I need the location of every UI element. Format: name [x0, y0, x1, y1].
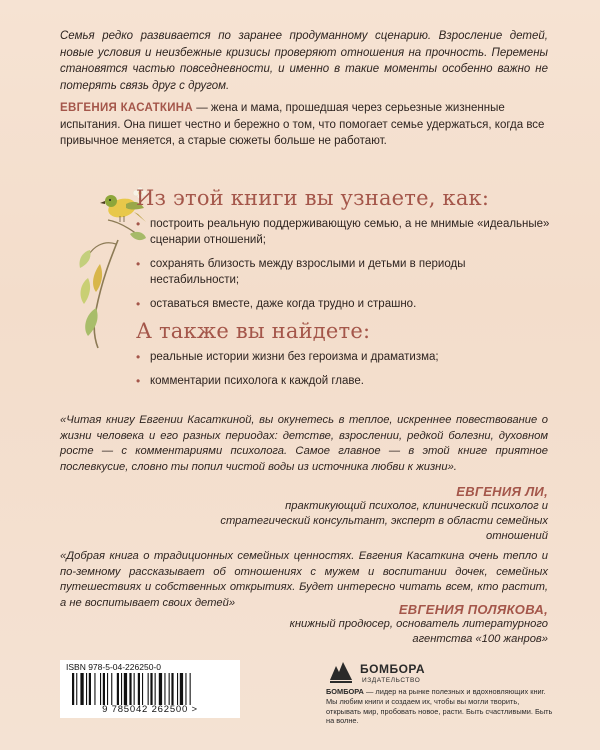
review-quote-2: «Добрая книга о традиционных семейных ценностях. Евгения Касаткина очень тепло и по-земному рассказывает об отношениях с мужем и воспитании дочек, семейных путешествиях и собственных открытиях. Будет интересно читать всем, кто растит, а не воспитывает своих детей» [60, 550, 548, 609]
review-author-1: ЕВГЕНИЯ ЛИ, [456, 484, 548, 499]
author-bio-text: — жена и мама, прошедшая через серьезные жизненные испытания. Она пишет честно и бережно о том, что помогает семье удержаться, когда все привычное меняется, а старые сюжеты больше не работают. [60, 102, 545, 147]
section1-title: Из этой книги вы узнаете, как: [136, 186, 490, 210]
publisher-description [326, 687, 556, 726]
isbn: ISBN 978-5-04-226250-0 [66, 662, 161, 672]
publisher-desc-bold: БОМБОРА [326, 687, 364, 696]
list-item: • построить реальную поддерживающую семью, а не мнимые «идеальные» сценарии отношений; [136, 216, 556, 248]
review-author-1-role: практикующий психолог, клинический психолог и стратегический консультант, эксперт в области семейных отношений [220, 500, 548, 542]
section2-title: А также вы найдете: [136, 319, 371, 343]
publisher-logo-icon [326, 656, 356, 686]
list-item: • реальные истории жизни без героизма и драматизма; [136, 349, 556, 365]
list-item: • оставаться вместе, даже когда трудно и страшно. [136, 296, 556, 312]
author-name: ЕВГЕНИЯ КАСАТКИНА [60, 102, 194, 114]
publisher-subtitle: ИЗДАТЕЛЬСТВО [362, 677, 421, 684]
section1-list [136, 216, 556, 320]
author-bio [60, 100, 548, 150]
review-author-2: ЕВГЕНИЯ ПОЛЯКОВА, [398, 602, 548, 617]
review-quote-1: «Читая книгу Евгении Касаткиной, вы окунетесь в теплое, искреннее повествование о жизни человека и его разных периодах: детстве, взрослении, редкой болезни, духовном росте — с комментариями психолога. Самое главное — в этой книге приятное послевкусие, словно ты попил чистой воды из источника любви к жизни». [60, 414, 548, 473]
list-item: • комментарии психолога к каждой главе. [136, 373, 556, 389]
review-author-2-role: книжный продюсер, основатель литературного агентства «100 жанров» [289, 618, 548, 645]
barcode-digits: 9 785042 262500 > [102, 704, 198, 715]
publisher-desc-text: — лидер на рынке полезных и вдохновляющих книг. Мы любим книги и создаем их, чтобы вы могли творить, открывать мир, пробовать новое, расти. Быть счастливыми. Быть на волне. [326, 687, 553, 726]
publisher-name: БОМБОРА [360, 662, 426, 676]
barcode-bars [72, 673, 228, 705]
barcode [60, 660, 240, 718]
section2-list [136, 349, 556, 397]
intro-paragraph: Семья редко развивается по заранее продуманному сценарию. Взросление детей, новые условия и неизбежные кризисы проверяют отношения на прочность. Перемены становятся частью повседневности, и именно в такие моменты особенно важно не потерять связь друг с другом. [60, 30, 548, 92]
list-item: • сохранять близость между взрослыми и детьми в периоды нестабильности; [136, 256, 556, 288]
